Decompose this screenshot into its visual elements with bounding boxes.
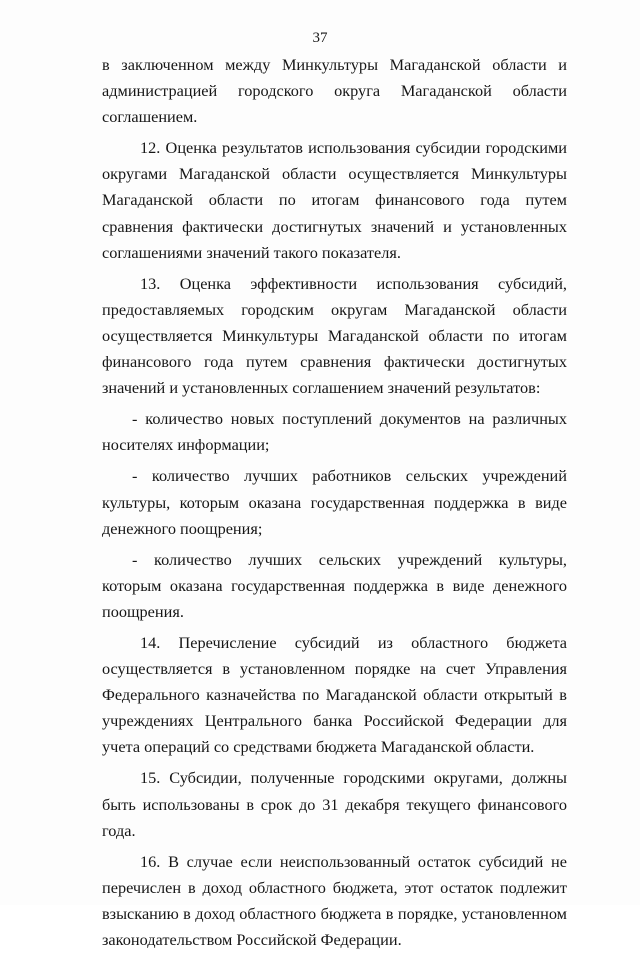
paragraph-15: 15. Субсидии, полученные городскими округами, должны быть использованы в срок до 31 декабря текущего финансового года.	[102, 768, 567, 840]
paragraph-14: 14. Перечисление субсидий из областного бюджета осуществляется в установленном порядке на счет Управления Федерального казначейства по Магаданской области открытый в учреждениях Центрального банка Российской Федерации для учета операций со средствами бюджета Магаданской области.	[102, 632, 567, 757]
list-item-best-workers: - количество лучших работников сельских учреждений культуры, которым оказана государственная поддержка в виде денежного поощрения;	[102, 466, 567, 538]
page-number: 37	[312, 30, 328, 46]
document-body	[102, 52, 567, 953]
paragraph-continuation: в заключенном между Минкультуры Магаданской области и администрацией городского округа Магаданской области соглашением.	[102, 55, 567, 127]
paragraph-12: 12. Оценка результатов использования субсидии городскими округами Магаданской области осуществляется Минкультуры Магаданской области по итогам финансового года путем сравнения фактически достигнутых значений и установленных соглашениями значений такого показателя.	[102, 138, 567, 262]
paragraph-13: 13. Оценка эффективности использования субсидий, предоставляемых городским округам Магаданской области осуществляется Минкультуры Магаданской области по итогам финансового года путем сравнения фактически достигнутых значений и установленных соглашением значений результатов:	[102, 273, 567, 398]
paragraph-16: 16. В случае если неиспользованный остаток субсидий не перечислен в доход областного бюджета, этот остаток подлежит взысканию в доход областного бюджета в порядке, установленном законодательством Российской Федерации.	[102, 851, 567, 949]
list-item-best-institutions: - количество лучших сельских учреждений культуры, которым оказана государственная поддержка в виде денежного поощрения.	[102, 549, 567, 621]
list-item-new-documents: - количество новых поступлений документов на различных носителях информации;	[102, 409, 567, 455]
